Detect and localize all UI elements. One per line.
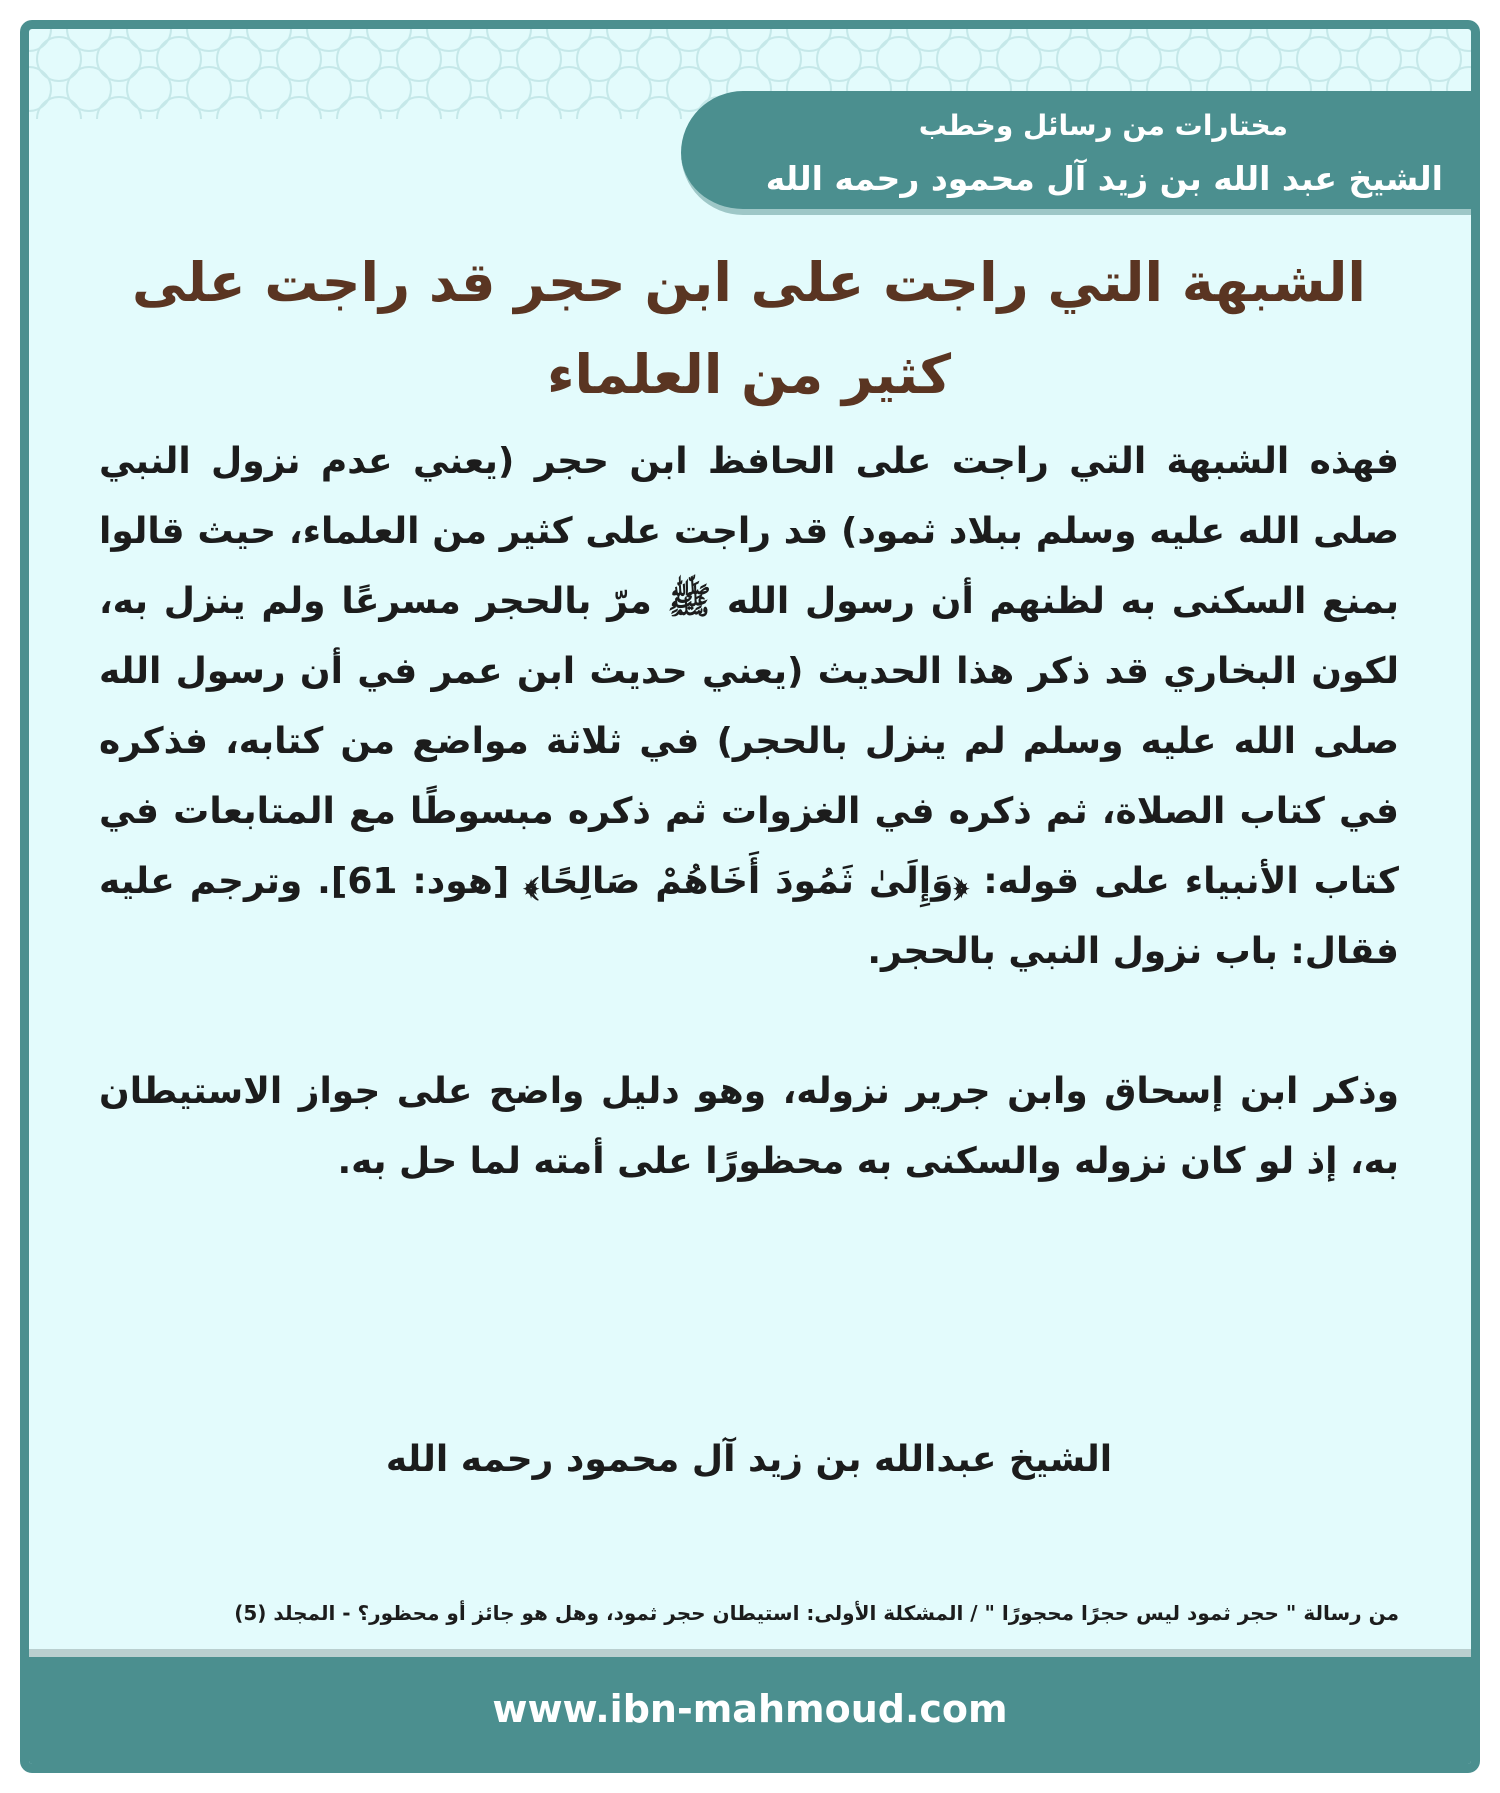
article-title: الشبهة التي راجت على ابن حجر قد راجت على كثير من العلماء	[132, 251, 1366, 406]
article-body	[99, 427, 1399, 1197]
series-author: الشيخ عبد الله بن زيد آل محمود رحمه الله	[765, 159, 1443, 198]
series-header-band	[681, 91, 1471, 215]
footer-divider	[29, 1649, 1471, 1657]
footer-band	[29, 1657, 1471, 1773]
quote-card	[20, 20, 1480, 1773]
series-title: مختارات من رسائل وخطب	[918, 109, 1288, 142]
author-signature: الشيخ عبدالله بن زيد آل محمود رحمه الله	[385, 1439, 1113, 1480]
source-citation: من رسالة " حجر ثمود ليس حجرًا محجورًا " / المشكلة الأولى: استيطان حجر ثمود، وهل هو جائز أو محظور؟ - المجلد (5)	[234, 1601, 1399, 1625]
article-paragraph-2: وذكر ابن إسحاق وابن جرير نزوله، وهو دليل واضح على جواز الاستيطان به، إذ لو كان نزوله والسكنى به محظورًا على أمته لما حل به.	[99, 1071, 1399, 1182]
article-paragraph-1: فهذه الشبهة التي راجت على الحافظ ابن حجر (يعني عدم نزول النبي صلى الله عليه وسلم ببلاد ثمود) قد راجت على كثير من العلماء، حيث قالوا بمنع السكنى به لظنهم أن رسول الله ﷺ مرّ بالحجر مسرعًا ولم ينزل به، لكون البخاري قد ذكر هذا الحديث (يعني حديث ابن عمر في أن رسول الله صلى الله عليه وسلم لم ينزل بالحجر) في ثلاثة مواضع من كتابه، فذكره في كتاب الصلاة، ثم ذكره في الغزوات ثم ذكره مبسوطًا مع المتابعات في كتاب الأنبياء على قوله: ﴿وَإِلَىٰ ثَمُودَ أَخَاهُمْ صَالِحًا﴾ [هود: 61]. وترجم عليه فقال: باب نزول النبي بالحجر.	[99, 441, 1399, 972]
website-link[interactable]: www.ibn-mahmoud.com	[492, 1687, 1008, 1731]
